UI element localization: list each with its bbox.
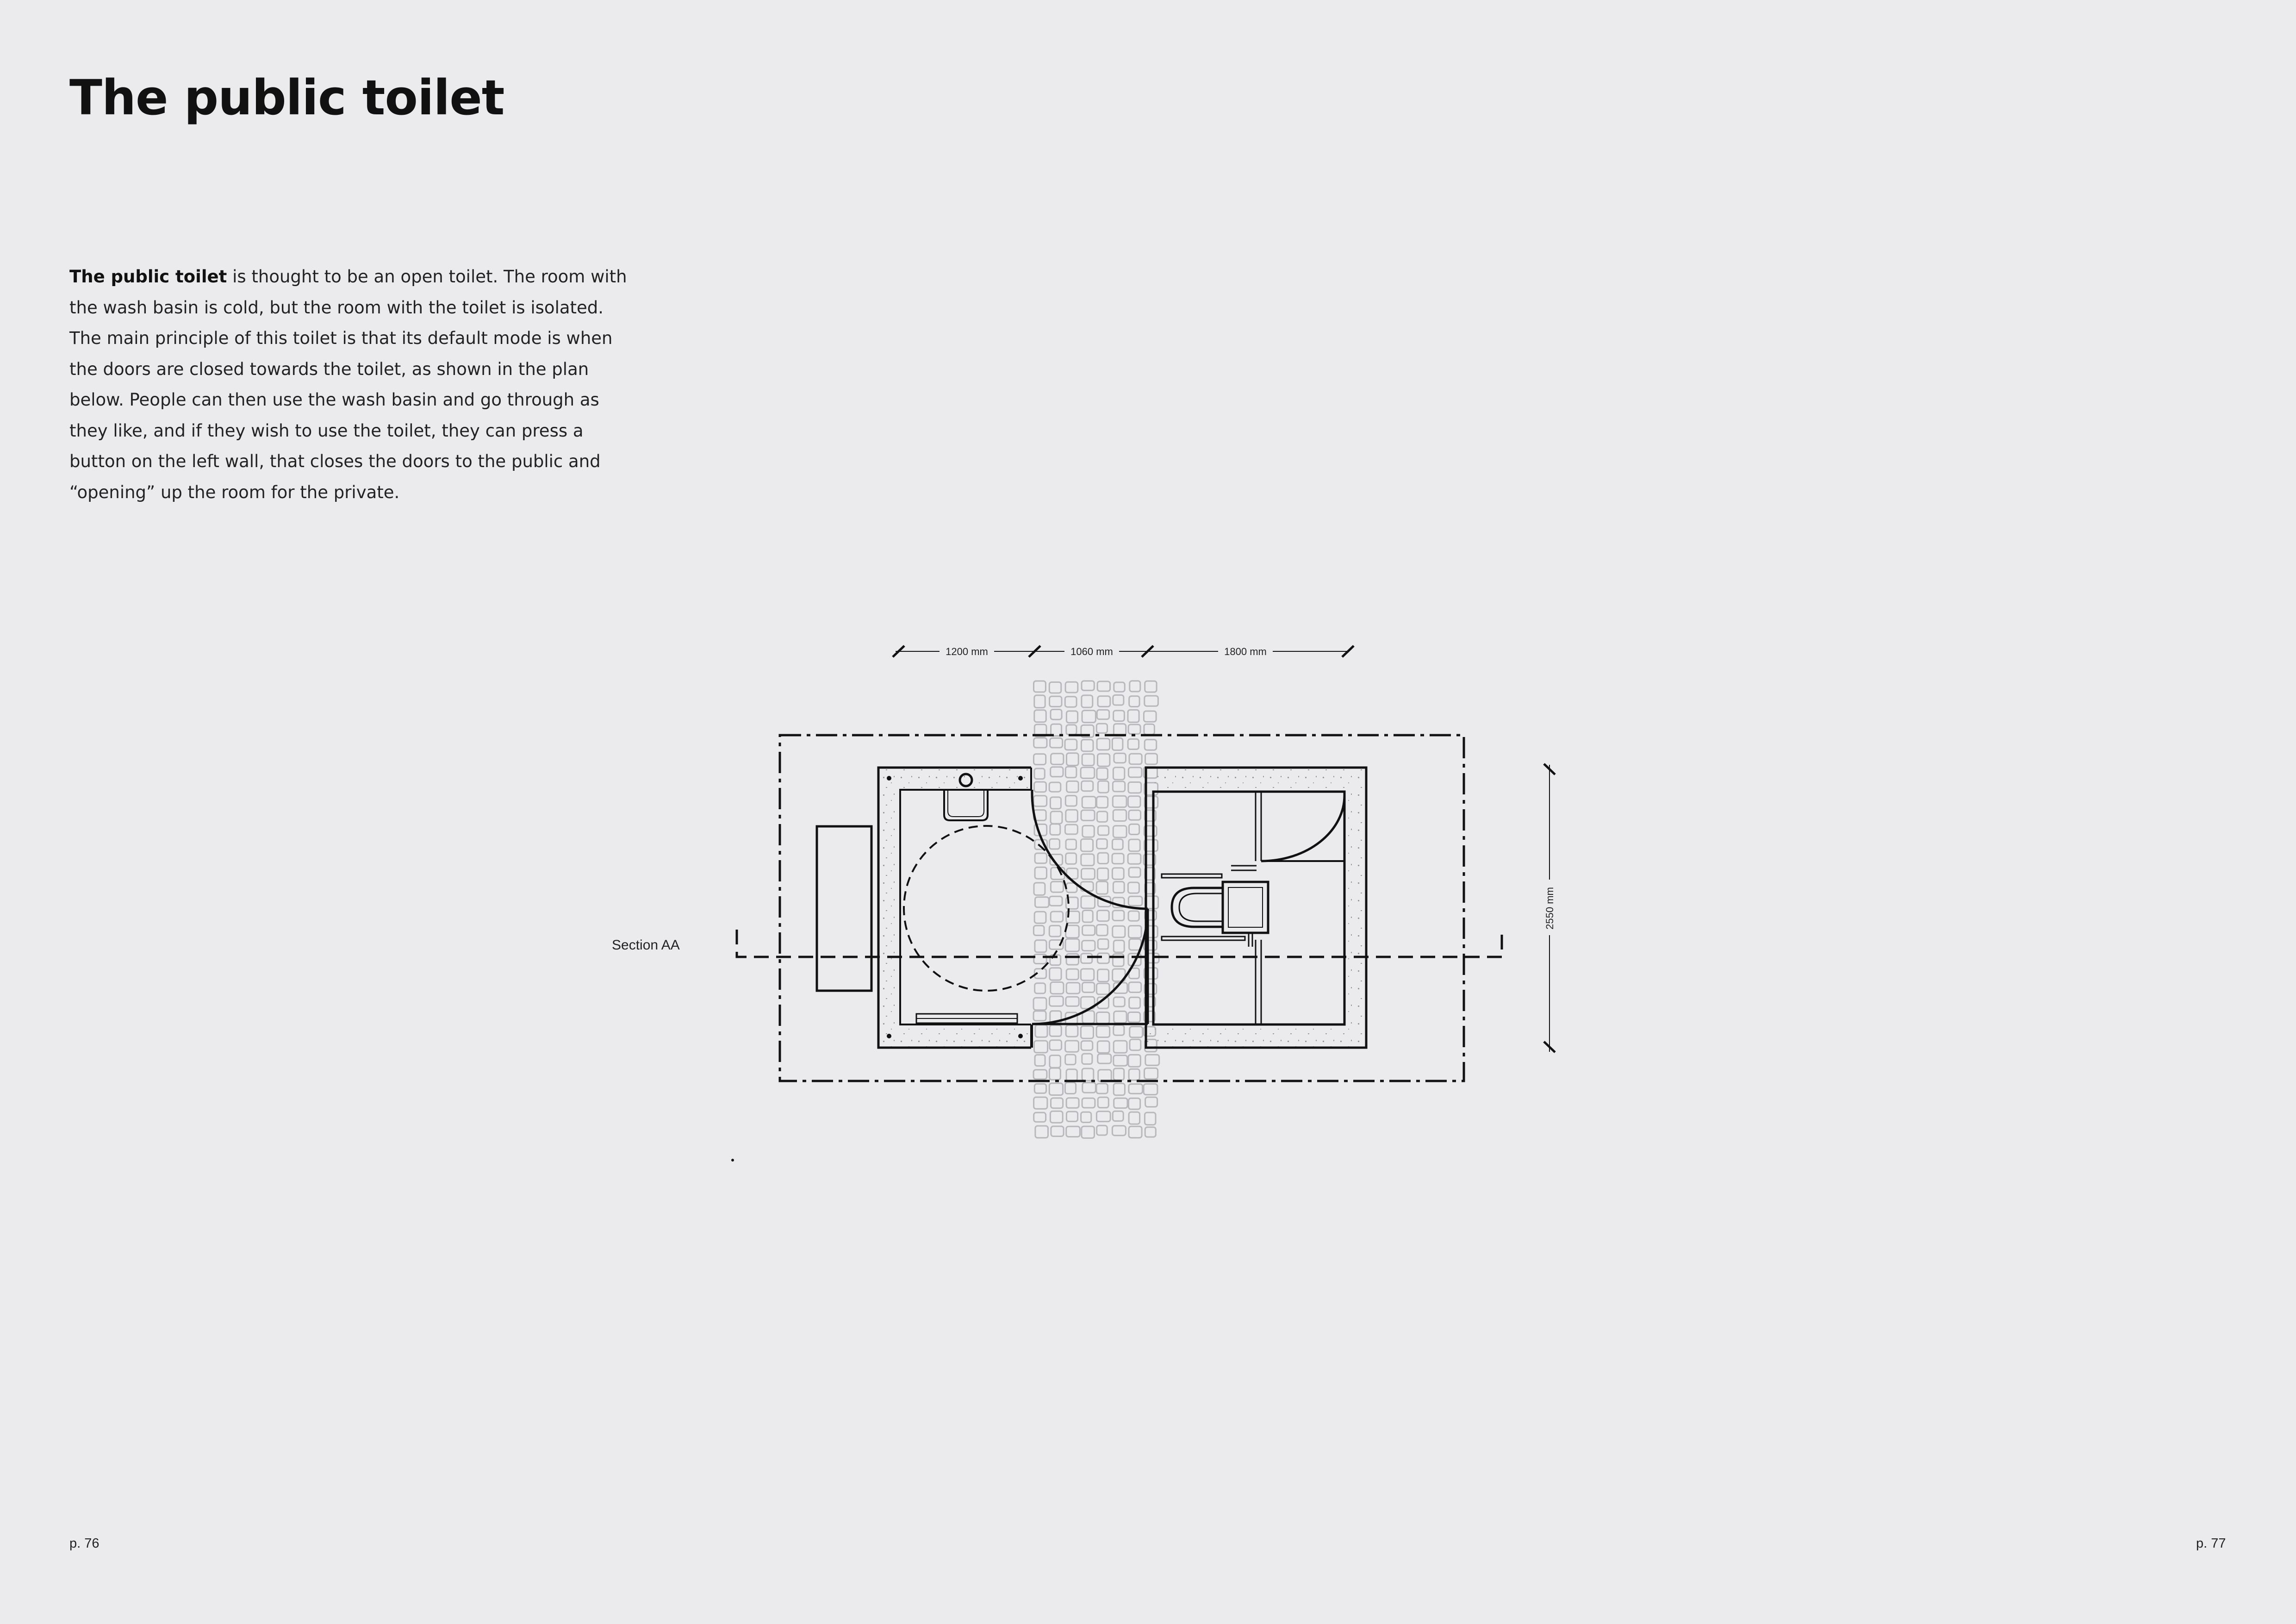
paving-stone [1097,797,1108,808]
paving-stone [1051,710,1062,720]
paving-stone [1066,954,1078,965]
paving-stone [1081,896,1095,908]
paving-stone [1128,854,1141,864]
paving-stone [1067,753,1079,766]
paving-stone [1065,697,1076,707]
paving-stone [1144,724,1155,735]
paving-stone [1098,1054,1111,1063]
paving-stone [1065,1055,1076,1065]
paving-stone [1065,796,1076,806]
paving-stone [1082,681,1094,691]
paving-stone [1097,812,1107,822]
paving-stone [1033,1070,1047,1079]
dimension-label-1200: 1200 mm [946,646,988,657]
paving-stone [1051,767,1063,777]
paving-stone [1097,738,1110,750]
paving-stone [1050,996,1064,1006]
paving-stone [1145,681,1157,692]
paving-stone [1049,682,1061,693]
paving-stone [1128,1055,1140,1067]
paving-stone [1098,826,1108,835]
paving-stone [1096,1112,1110,1122]
paving-stone [1112,868,1124,879]
paving-stone [1097,681,1110,691]
paving-stone [1144,711,1156,722]
paving-stone [1128,710,1139,722]
paving-stone [1082,1068,1094,1081]
paving-stone [1129,1112,1140,1124]
paving-stone [1066,711,1077,723]
paving-stone [1082,754,1094,766]
paving-stone [1050,968,1061,980]
paving-stone [1033,998,1046,1010]
paving-stone [1144,1084,1157,1094]
paving-stone [1128,739,1139,749]
paving-stone [1051,812,1062,824]
paving-stone [1114,940,1124,952]
paving-stone [1129,997,1140,1008]
paving-stone [1050,696,1062,706]
paving-stone [1065,682,1078,693]
paving-stone [1098,853,1108,863]
paving-stone [1066,969,1078,980]
intro-bold-lead: The public toilet [69,267,227,287]
intro-body-text: is thought to be an open toilet. The room with the wash basin is cold, but the room with the toilet is isolated. The main principle of this toilet is that its default mode is when the doors are closed towards the toilet, as shown in the plan below. People can then use the wash basin and go through as they like, and if they wish to use the toilet, they can press a button on the left wall, that closes the doors to the public and “opening” up the room for the private. [69,267,627,502]
paving-stone [1145,1068,1158,1079]
paving-stone [1065,1082,1076,1093]
paving-stone [1129,1084,1143,1094]
paving-stone [1129,754,1142,764]
paving-stone [1114,1011,1126,1023]
paving-stone [1066,1069,1077,1081]
paving-stone [1081,1112,1091,1122]
paving-stone [1130,681,1140,692]
paving-stone [1114,753,1126,763]
paving-stone [1082,982,1095,992]
paving-stone [1034,754,1046,765]
paving-stone [1096,925,1108,936]
paving-stone [1034,912,1046,923]
paving-stone [1081,839,1093,851]
radiator [916,1014,1017,1023]
paving-stone [1066,1025,1078,1037]
paving-stone [1129,1098,1140,1109]
paving-stone [1098,696,1110,707]
paving-stone [1096,1012,1109,1024]
paving-stone [1114,1083,1125,1095]
paving-stone [1145,740,1157,750]
paving-stone [1114,1098,1127,1108]
paving-stone [1129,824,1139,834]
paving-stone [1114,1041,1127,1053]
paving-stone [1034,1041,1048,1053]
paving-stone [1113,882,1124,893]
paving-stone [1049,925,1061,937]
paving-stone [1128,725,1140,734]
paving-stone [1145,754,1157,764]
paving-stone [1128,768,1142,777]
paving-stone [1114,711,1125,721]
paving-stone [1033,1011,1046,1021]
paving-stone [1081,768,1095,779]
dimension-label-1800: 1800 mm [1224,646,1267,657]
paving-stone [1129,839,1140,851]
paving-stone [1049,782,1061,792]
paving-stone [1114,1025,1124,1036]
paving-stone [1098,1097,1108,1108]
section-label: Section AA [612,937,680,953]
paving-stone [1034,1097,1047,1109]
paving-stone [1081,1026,1093,1039]
paving-stone [1034,695,1045,708]
paving-stone [1083,925,1095,935]
paving-stone [1128,896,1142,906]
paving-stone [1082,941,1095,951]
page-number-right: p. 77 [2196,1536,2226,1551]
paving-stone [1097,839,1108,849]
paving-stone [1114,682,1125,692]
paving-stone [1128,782,1141,793]
paving-stone [1096,724,1107,733]
paving-stone [1066,925,1079,938]
paving-stone [1034,768,1045,779]
paving-stone [1098,781,1108,793]
paving-stone [1035,940,1046,952]
paving-stone [1097,710,1109,719]
paving-stone [1051,912,1063,922]
paving-stone [1035,1126,1048,1138]
paving-stone [1113,826,1126,837]
paving-stone [1066,810,1078,822]
paving-stone [1114,1068,1124,1080]
paving-stone [1097,1125,1108,1135]
paving-stone [1128,926,1141,938]
paving-stone [1128,882,1139,893]
paving-stone [1081,740,1093,751]
paving-stone [1051,754,1064,765]
paving-stone [1050,1040,1062,1050]
paving-stone [1129,939,1141,950]
paving-stone [1145,1097,1157,1107]
paving-stone [1050,896,1063,906]
paving-stone [1096,1084,1108,1093]
paving-stone [1082,1054,1092,1064]
turning-circle [904,826,1069,991]
paving-stone [1050,824,1060,835]
paving-stone [1051,982,1064,994]
paving-stone [1145,1112,1156,1125]
paving-stone [1065,1041,1079,1052]
paving-stone [1051,1126,1064,1137]
paving-stone [1034,782,1046,792]
paving-stone [1034,1112,1046,1122]
paving-stone [1113,796,1126,807]
paving-stone [1112,1126,1126,1136]
paving-stone [1081,1041,1093,1050]
paving-stone [1049,1083,1063,1095]
bench [817,826,871,991]
paving-stone [1082,1098,1095,1108]
paving-stone [1066,983,1080,994]
paving-stone [1082,868,1095,879]
paving-stone [1129,1069,1139,1080]
page-title: The public toilet [69,69,504,126]
paving-stone [1098,754,1110,766]
dimension-label-2550: 2550 mm [1544,887,1556,930]
paving-stone [1082,797,1095,808]
paving-stone [1034,738,1047,748]
paving-stone [1113,810,1126,821]
paving-stone [1098,939,1108,949]
paving-stone [1066,1126,1080,1137]
paving-stone [1034,710,1046,722]
dimension-label-1060: 1060 mm [1070,646,1113,657]
stray-dot [731,1159,734,1162]
paving-stone [1113,768,1124,780]
paving-stone [1035,897,1049,907]
paving-stone [1097,953,1109,963]
paving-stone [1082,711,1095,723]
paving-stone [1128,1012,1140,1023]
paving-stone [1114,997,1125,1006]
paving-stone [1066,1098,1079,1108]
paving-stone [1049,1068,1060,1080]
paving-stone [1082,695,1093,707]
paving-stone [1113,911,1124,921]
paving-stone [1113,695,1124,705]
paving-stone [1097,868,1108,880]
paving-stone [1035,853,1047,863]
paving-stone [1097,911,1109,921]
paving-stone [1050,797,1061,809]
paving-stone [1129,810,1141,820]
paving-stone [1113,781,1125,792]
paving-stone [1082,1126,1095,1138]
paving-stone [1130,1027,1143,1037]
paving-stone [1066,725,1076,735]
paving-stone [1050,1025,1061,1037]
paving-stone [1097,768,1108,780]
paving-stone [1034,883,1045,895]
paving-stone [1113,926,1125,937]
paving-stone [1065,767,1076,778]
paving-stone [1081,954,1092,963]
paving-stone [1145,1055,1159,1065]
paving-stone [1035,867,1046,879]
page-number-left: p. 76 [69,1536,100,1551]
paving-stone [1098,969,1109,982]
paving-stone [1145,696,1158,706]
paving-stone [1081,854,1094,866]
paving-stone [1112,738,1123,750]
paving-stone [1082,781,1093,791]
paving-stone [1112,839,1123,849]
paving-stone [1035,1055,1045,1066]
paving-stone [1033,925,1044,935]
paving-stone [1112,854,1124,864]
paving-stone [1098,1070,1112,1081]
paving-stone [1050,1056,1061,1068]
paving-stone [1034,681,1046,692]
paving-stone [1065,939,1079,951]
paving-stone [1050,839,1060,849]
paving-stone [1081,810,1095,820]
paving-stone [1066,853,1076,864]
paving-stone [1096,881,1108,894]
paving-stone [1067,781,1079,792]
paving-stone [1083,826,1095,837]
paving-stone [1114,1056,1127,1066]
paving-stone [1096,983,1109,994]
paving-stone [1034,1084,1046,1093]
paving-stone [1066,839,1076,849]
paving-stone [1130,1039,1141,1050]
paving-stone [1066,1112,1077,1121]
paving-stone [1050,1111,1063,1123]
paving-stone [1065,739,1077,750]
paving-stone [1035,1025,1047,1037]
paving-stone [1129,1126,1142,1138]
wash-room [878,768,1031,1048]
paving-stone [1033,796,1046,806]
grab-rails [1162,874,1245,940]
paving-stone [1096,1026,1110,1037]
paving-stone [1129,982,1141,993]
paving-stone [1035,983,1045,993]
paving-stone [1097,1041,1109,1053]
paving-stone [1083,1083,1096,1093]
paving-stone [1051,881,1063,892]
paving-stone [1145,1127,1156,1137]
paving-stone [1066,997,1079,1006]
paving-stone [1128,911,1139,921]
paving-stone [1129,696,1139,707]
paving-stone [1050,738,1063,748]
paving-stone [1113,1111,1123,1121]
paving-stone [1051,1098,1063,1108]
paving-stone [1065,824,1077,834]
paving-stone [1129,868,1140,877]
paving-stone [1083,911,1093,923]
paving-stone [1081,969,1094,981]
paving-stone [1128,796,1141,807]
